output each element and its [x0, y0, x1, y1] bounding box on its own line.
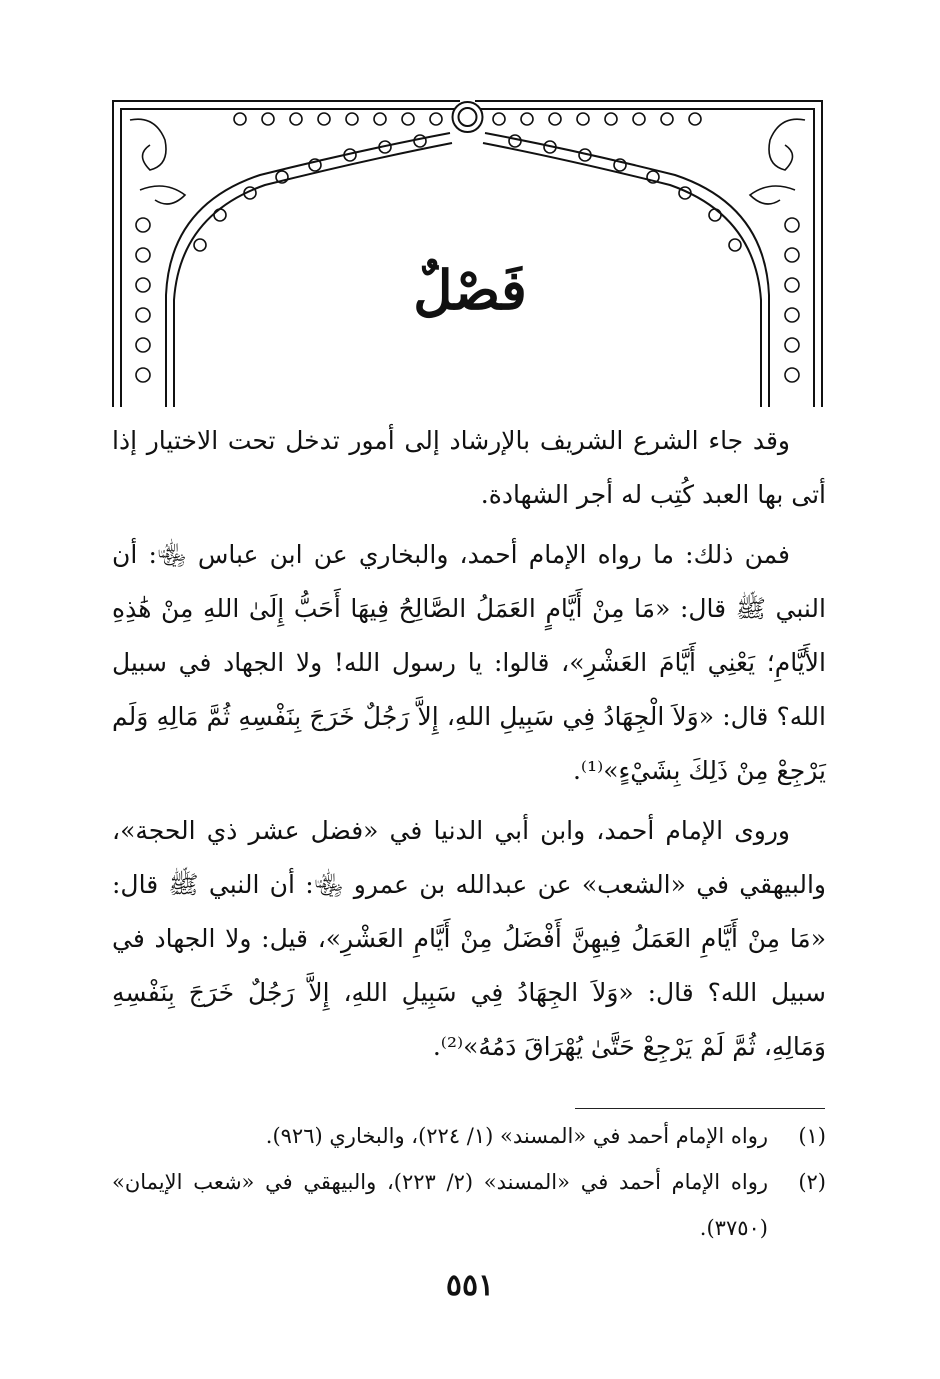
chapter-title: فَصْلٌ [413, 258, 527, 322]
footnote [112, 1159, 826, 1251]
footnote-text: رواه الإمام أحمد في «المسند» (١/ ٢٢٤)، والبخاري (٩٢٦). [265, 1124, 768, 1148]
page-number: ٥٥١ [445, 1268, 495, 1303]
footnote [112, 1113, 826, 1159]
paragraph: وقد جاء الشرع الشريف بالإرشاد إلى أمور تدخل تحت الاختيار إذا أتى بها العبد كُتِب له أجر الشهادة. [112, 426, 826, 509]
paragraph: وروى الإمام أحمد، وابن أبي الدنيا في «فضل عشر ذي الحجة»، والبيهقي في «الشعب» عن عبدالله بن عمرو ﵄: أن النبي ﷺ قال: «مَا مِنْ أَيَّامِ العَمَلُ فِيهِنَّ أَفْضَلُ مِنْ أَيَّامِ العَشْرِ»، قيل: ولا الجهاد في سبيل الله؟ قال: «وَلاَ الجِهَادُ فِي سَبِيلِ اللهِ، إِلاَّ رَجُلٌ خَرَجَ بِنَفْسِهِ وَمَالِهِ، ثُمَّ لَمْ يَرْجِعْ حَتَّىٰ يُهْرَاقَ دَمُهُ»⁽²⁾. [112, 816, 826, 1061]
footnote-text: رواه الإمام أحمد في «المسند» (٢/ ٢٢٣)، والبيهقي في «شعب الإيمان» (٣٧٥٠). [112, 1170, 768, 1240]
footnote-number: (٢) [798, 1170, 826, 1194]
main-text [112, 414, 826, 1080]
footnote-divider [575, 1108, 825, 1109]
ornamental-header-frame-icon [110, 95, 825, 410]
footnote-number: (١) [798, 1124, 826, 1148]
footnotes [112, 1113, 826, 1251]
paragraph: فمن ذلك: ما رواه الإمام أحمد، والبخاري عن ابن عباس ﵄: أن النبي ﷺ قال: «مَا مِنْ أَيَّامٍ العَمَلُ الصَّالِحُ فِيهَا أَحَبُّ إِلَىٰ اللهِ مِنْ هَٰذِهِ الأَيَّامِ؛ يَعْنِي أَيَّامَ العَشْرِ»، قالوا: يا رسول الله! ولا الجهاد في سبيل الله؟ قال: «وَلاَ الْجِهَادُ فِي سَبِيلِ اللهِ، إِلاَّ رَجُلٌ خَرَجَ بِنَفْسِهِ ثُمَّ مَالِهِ وَلَم يَرْجِعْ مِنْ ذَلِكَ بِشَيْءٍ»⁽¹⁾. [112, 540, 826, 785]
